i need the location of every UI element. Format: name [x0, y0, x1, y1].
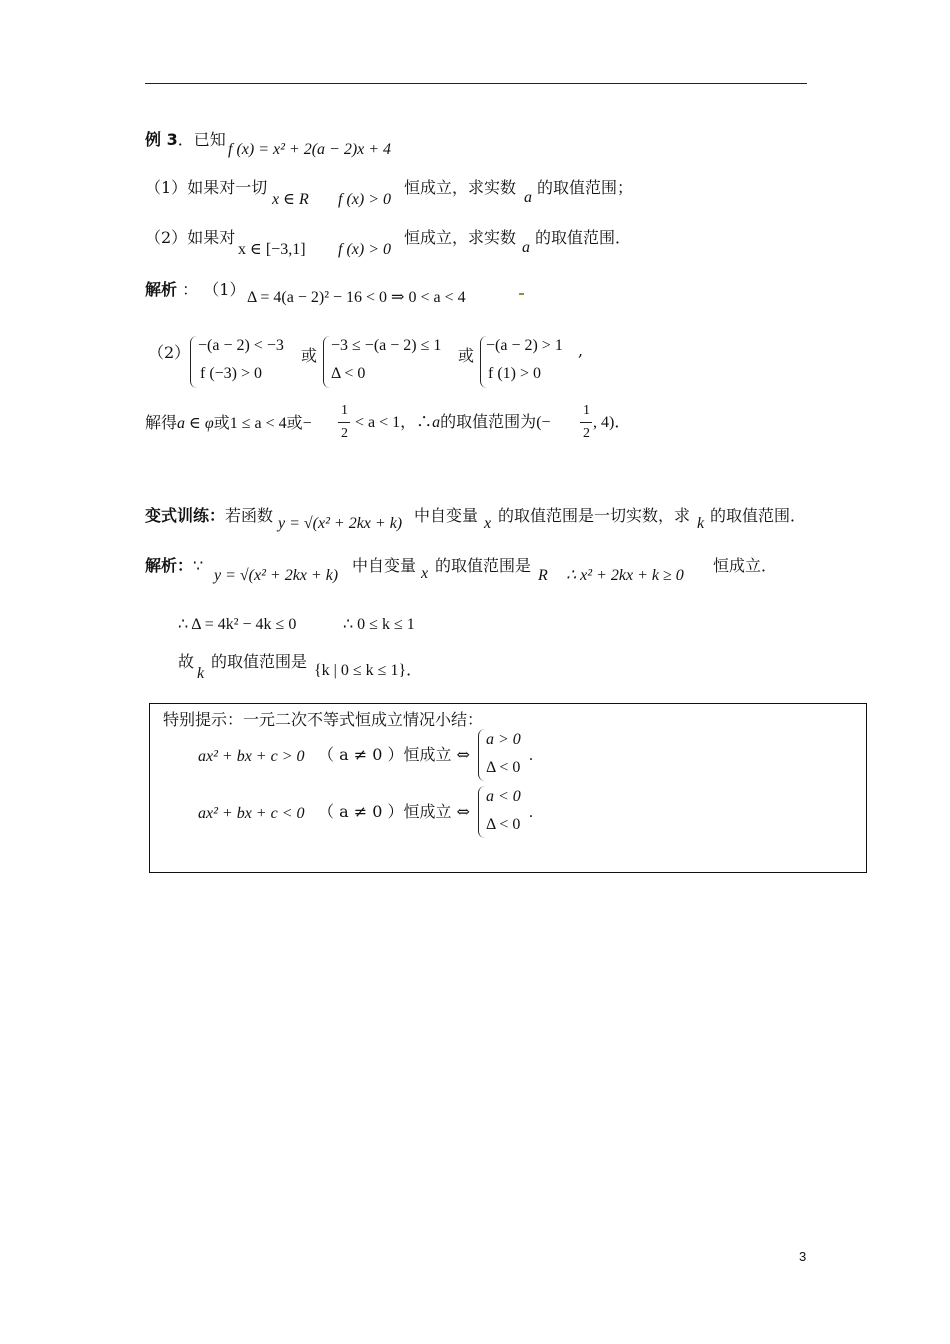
q1-condition-x: x ∈ R	[272, 191, 309, 208]
result-or-2: 或	[286, 413, 303, 432]
variant-heading	[145, 506, 273, 526]
variant-label: 变式训练：	[145, 506, 226, 525]
because-symbol: ∵	[193, 558, 204, 575]
system1-brace	[190, 336, 198, 388]
result-var: a	[432, 414, 441, 431]
result-minus: −	[302, 415, 312, 432]
frac2-denominator: 2	[583, 426, 590, 441]
variant-solution-R: R	[538, 567, 548, 584]
q2-text: 如果对	[187, 228, 236, 247]
q1-text-end: 的取值范围；	[537, 178, 634, 197]
variant-conclusion-set-text: {k | 0 ≤ k ≤ 1}	[314, 662, 407, 679]
variant-conclusion-pre: 故	[178, 652, 195, 671]
q2-var: a	[522, 239, 530, 256]
result-interval-3-text: < a < 1	[355, 414, 401, 431]
question-2	[145, 228, 235, 248]
solution-heading	[145, 280, 245, 300]
tip-row2-period: .	[529, 804, 533, 821]
variant-mid: 中自变量	[414, 506, 479, 525]
frac2-bar	[580, 422, 592, 423]
tip-row1-period: .	[529, 747, 533, 764]
edit-mark	[519, 293, 524, 295]
variant-solution-therefore: ∴ x² + 2kx + k ≥ 0	[566, 567, 684, 584]
q2-number: （2）	[145, 228, 188, 247]
variant-formula: y = √(x² + 2kx + k)	[278, 515, 403, 532]
variant-solution-end: 恒成立．	[713, 556, 778, 575]
variant-solution-var-x: x	[421, 565, 429, 582]
q1-text: 如果对一切	[187, 178, 268, 197]
q2-text-post: 恒成立，求实数	[404, 228, 517, 247]
result-prefix: 解得	[145, 413, 178, 432]
system2-brace	[323, 336, 331, 388]
variant-conclusion-mid: 的取值范围是	[211, 652, 308, 671]
q1-number: （1）	[145, 178, 188, 197]
example-intro: ．已知	[177, 130, 226, 149]
variant-mid2: 的取值范围是一切实数，求	[498, 506, 691, 525]
tip-row1-brace	[478, 729, 486, 781]
solution-part2-number: （2）	[148, 343, 191, 362]
result-therefore: ，∴	[400, 414, 433, 431]
variant-solution-formula: y = √(x² + 2kx + k)	[214, 567, 339, 584]
result-range-text: 的取值范围为	[440, 414, 537, 431]
q2-condition-f: f (x) > 0	[338, 241, 391, 258]
tip-row2-top: a < 0	[486, 788, 521, 805]
header-rule	[145, 83, 807, 84]
system3-top: −(a − 2) > 1	[486, 337, 563, 354]
result-interval-close	[593, 413, 630, 433]
system2-top: −3 ≤ −(a − 2) ≤ 1	[331, 337, 442, 354]
result-period: ．	[614, 414, 631, 431]
result-interval-open: (−	[536, 414, 551, 431]
q2-text-end: 的取值范围．	[535, 228, 632, 247]
variant-step-delta: ∴ Δ = 4k² − 4k ≤ 0	[178, 616, 297, 633]
q1-text-post: 恒成立，求实数	[404, 178, 517, 197]
system3-bottom: f (1) > 0	[488, 365, 542, 382]
example-formula: f (x) = x² + 2(a − 2)x + 4	[228, 141, 392, 158]
solution-label: 解析	[145, 280, 178, 299]
variant-step-range: ∴ 0 ≤ k ≤ 1	[343, 616, 415, 633]
q2-condition-x: x ∈ [−3,1]	[238, 241, 306, 258]
result-interval-close-text: , 4)	[593, 414, 615, 431]
system2-bottom: Δ < 0	[331, 365, 366, 382]
or-1: 或	[301, 346, 318, 365]
page-number: 3	[799, 1249, 807, 1264]
q1-condition-f: f (x) > 0	[338, 191, 391, 208]
or-2: 或	[458, 346, 475, 365]
variant-solution-label: 解析：	[145, 556, 194, 575]
q1-var: a	[524, 189, 532, 206]
result-line	[145, 413, 312, 434]
variant-conclusion-set	[314, 661, 422, 681]
variant-conclusion-period: ．	[406, 662, 423, 679]
result-empty-set: a ∈ φ	[177, 415, 214, 432]
variant-solution-mid2: 的取值范围是	[435, 556, 532, 575]
frac1-numerator: 1	[341, 403, 348, 418]
example-label: 例 3	[145, 130, 178, 149]
frac1-denominator: 2	[341, 426, 348, 441]
system1-top: −(a − 2) < −3	[198, 337, 284, 354]
result-interval-2: 1 ≤ a < 4	[229, 415, 287, 432]
frac1-bar	[338, 422, 350, 423]
solution-colon: ：	[182, 280, 199, 299]
tip-row1-bottom: Δ < 0	[486, 759, 521, 776]
solution-part1-number: （1）	[203, 280, 246, 299]
example3-heading	[145, 130, 226, 150]
tip-row1-top: a > 0	[486, 731, 521, 748]
tip-row2-condition: （ a ≠ 0 ）恒成立 ⇔	[318, 802, 470, 821]
result-interval-3	[355, 413, 551, 433]
variant-solution-mid: 中自变量	[352, 556, 417, 575]
variant-var-x: x	[484, 515, 492, 532]
variant-conclusion-var: k	[197, 665, 205, 682]
question-1	[145, 178, 267, 198]
variant-solution-heading	[145, 556, 203, 577]
tip-row1-formula: ax² + bx + c > 0	[198, 748, 305, 765]
tip-row2-brace	[478, 786, 486, 838]
frac2-numerator: 1	[583, 403, 590, 418]
tip-title: 特别提示：一元二次不等式恒成立情况小结：	[163, 710, 484, 729]
tip-row2-bottom: Δ < 0	[486, 816, 521, 833]
variant-var-k: k	[697, 515, 705, 532]
variant-pre: 若函数	[225, 506, 274, 525]
solution-part1-formula: Δ = 4(a − 2)² − 16 < 0 ⇒ 0 < a < 4	[247, 289, 466, 306]
system1-bottom: f (−3) > 0	[200, 365, 263, 382]
result-or-1: 或	[213, 413, 230, 432]
variant-end: 的取值范围．	[710, 506, 807, 525]
tip-row2-formula: ax² + bx + c < 0	[198, 805, 305, 822]
tip-row1-condition: （ a ≠ 0 ）恒成立 ⇔	[318, 745, 470, 764]
